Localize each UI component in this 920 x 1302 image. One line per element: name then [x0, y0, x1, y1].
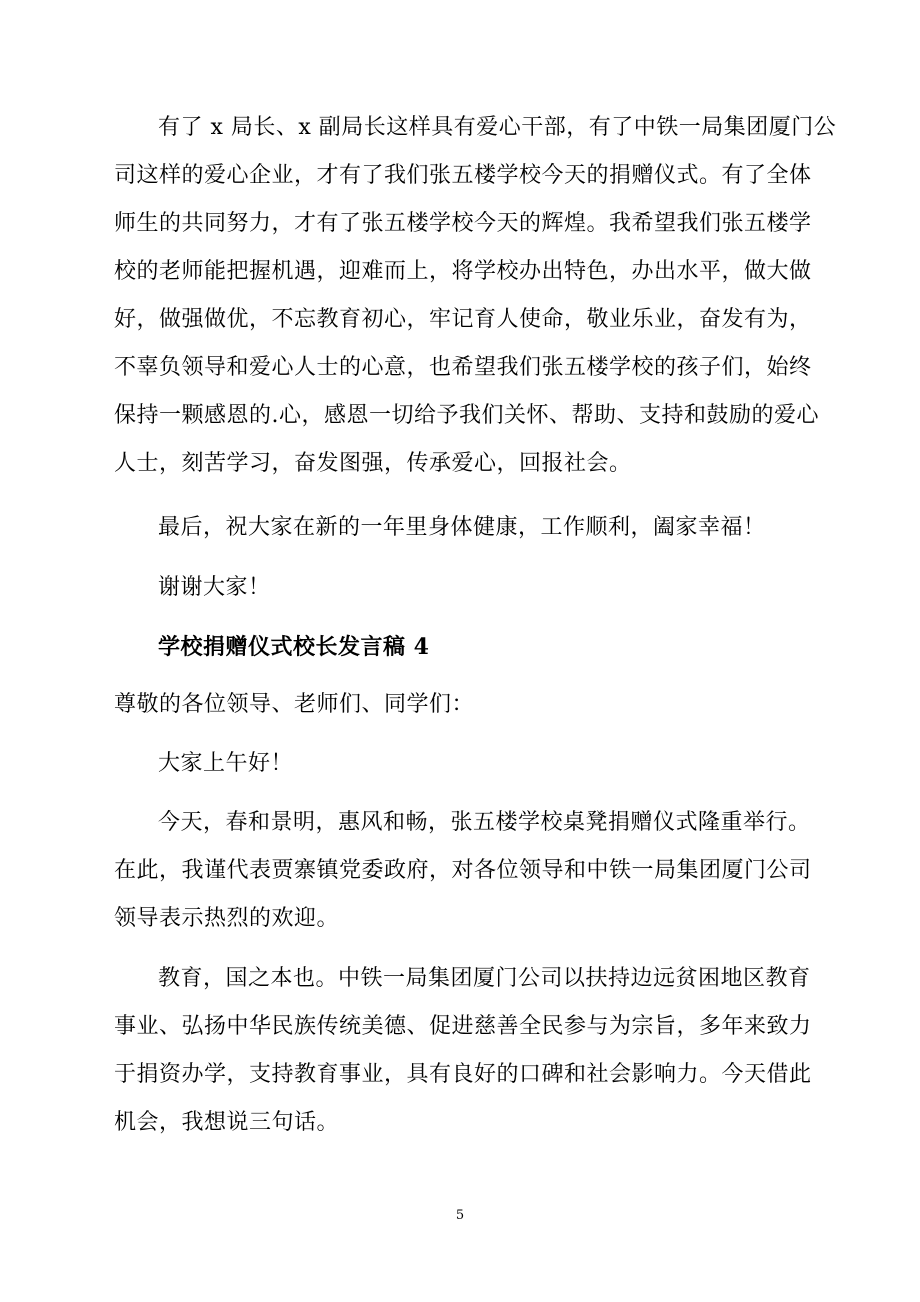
text-line: 事业、弘扬中华民族传统美德、促进慈善全民参与为宗旨，多年来致力 [114, 1014, 812, 1039]
text-line: 领导表示热烈的欢迎。 [114, 906, 340, 931]
text-line: 在此，我谨代表贾寨镇党委政府，对各位领导和中铁一局集团厦门公司 [114, 858, 812, 883]
text-line: 机会，我想说三句话。 [114, 1110, 340, 1135]
text-line: 师生的共同努力，才有了张五楼学校今天的辉煌。我希望我们张五楼学 [114, 211, 812, 236]
page-number: 5 [455, 1208, 465, 1223]
section-heading: 学校捐赠仪式校长发言稿 4 [158, 634, 430, 660]
salutation: 尊敬的各位领导、老师们、同学们： [114, 692, 475, 717]
greeting: 大家上午好！ [158, 751, 294, 776]
text-line: 保持一颗感恩的.心，感恩一切给予我们关怀、帮助、支持和鼓励的爱心 [114, 403, 819, 428]
text-line: 有了 x 局长、x 副局长这样具有爱心干部，有了中铁一局集团厦门公 [158, 115, 837, 140]
text-line: 校的老师能把握机遇，迎难而上，将学校办出特色，办出水平，做大做 [114, 259, 812, 284]
text-line: 教育，国之本也。中铁一局集团厦门公司以扶持边远贫困地区教育 [158, 966, 811, 991]
text-line: 不辜负领导和爱心人士的心意，也希望我们张五楼学校的孩子们，始终 [114, 355, 812, 380]
text-line: 好，做强做优，不忘教育初心，牢记育人使命，敬业乐业，奋发有为， [114, 307, 812, 332]
text-line: 司这样的爱心企业，才有了我们张五楼学校今天的捐赠仪式。有了全体 [114, 163, 812, 188]
closing-wish: 最后，祝大家在新的一年里身体健康，工作顺利，阖家幸福！ [158, 515, 766, 540]
text-line: 今天，春和景明，惠风和畅，张五楼学校桌凳捐赠仪式隆重举行。 [158, 810, 811, 835]
text-line: 于捐资办学，支持教育事业，具有良好的口碑和社会影响力。今天借此 [114, 1062, 812, 1087]
thanks-line: 谢谢大家！ [158, 575, 271, 600]
text-line: 人士，刻苦学习，奋发图强，传承爱心，回报社会。 [114, 451, 632, 476]
